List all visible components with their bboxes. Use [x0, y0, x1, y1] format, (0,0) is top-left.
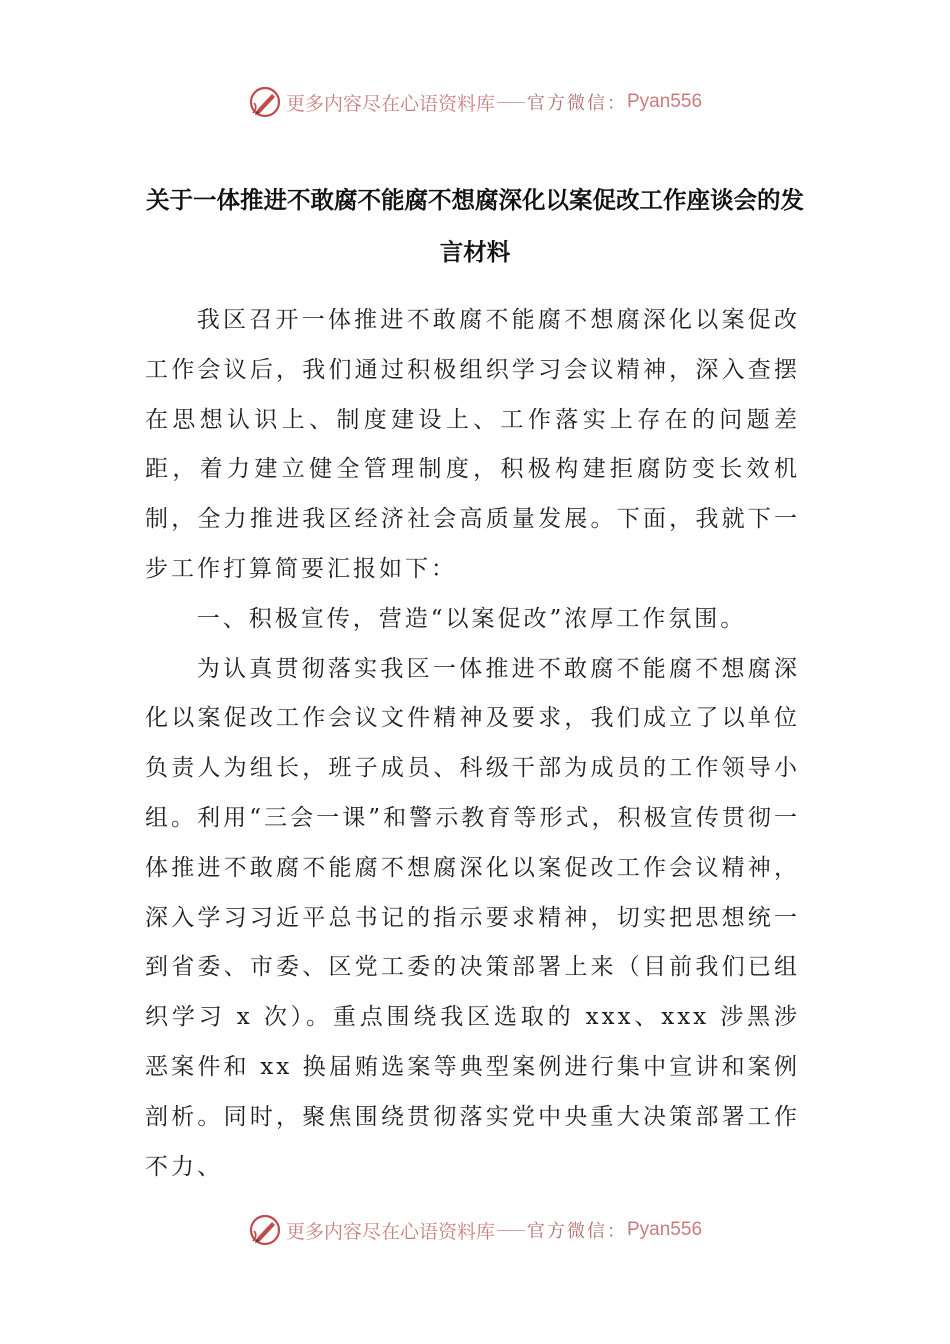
watermark-brand-text: 更多内容尽在心语资料库 — [285, 1220, 495, 1243]
paragraph-section-1: 为认真贯彻落实我区一体推进不敢腐不能腐不想腐深化以案促改工作会议文件精神及要求，我们成立了以单位负责人为组长，班子成员、科级干部为成员的工作领导小组。利用“三会一课”和警示教育等形式，积极宣传贯彻一体推进不敢腐不能腐不想腐深化以案促改工作会议精神，深入学习习近平总书记的指示要求精神，切实把思想统一到省委、市委、区党工委的决策部署上来（目前我们已组织学习 x 次）。重点围绕我区选取的 xxx、xxx 涉黑涉恶案件和 xx 换届贿选案等典型案例进行集中宣讲和案例剖析。同时，聚焦围绕贯彻落实党中央重大决策部署工作不力、 — [145, 655, 800, 1180]
watermark-wechat-id: Pyan556 — [627, 1219, 703, 1240]
pen-logo-icon — [248, 85, 282, 119]
watermark-dash — [497, 102, 525, 103]
watermark-official-label: 官方微信： — [527, 93, 627, 114]
section-heading-1: 一、积极宣传，营造“以案促改”浓厚工作氛围。 — [196, 605, 747, 632]
header-watermark-banner — [0, 82, 950, 122]
watermark-brand-text: 更多内容尽在心语资料库 — [285, 92, 495, 115]
paragraph-intro: 我区召开一体推进不敢腐不能腐不想腐深化以案促改工作会议后，我们通过积极组织学习会议精神，深入查摆在思想认识上、制度建设上、工作落实上存在的问题差距，着力建立健全管理制度，积极构建拒腐防变长效机制，全力推进我区经济社会高质量发展。下面，我就下一步工作打算简要汇报如下： — [145, 307, 800, 582]
footer-watermark-banner — [0, 1210, 950, 1250]
pen-logo-icon — [248, 1213, 282, 1247]
watermark-wechat-id: Pyan556 — [627, 91, 703, 112]
watermark-official-label: 官方微信： — [527, 1221, 627, 1242]
watermark-dash — [497, 1230, 525, 1231]
document-title: 关于一体推进不敢腐不能腐不想腐深化以案促改工作座谈会的发言材料 — [146, 186, 804, 266]
document-body — [145, 296, 800, 1192]
